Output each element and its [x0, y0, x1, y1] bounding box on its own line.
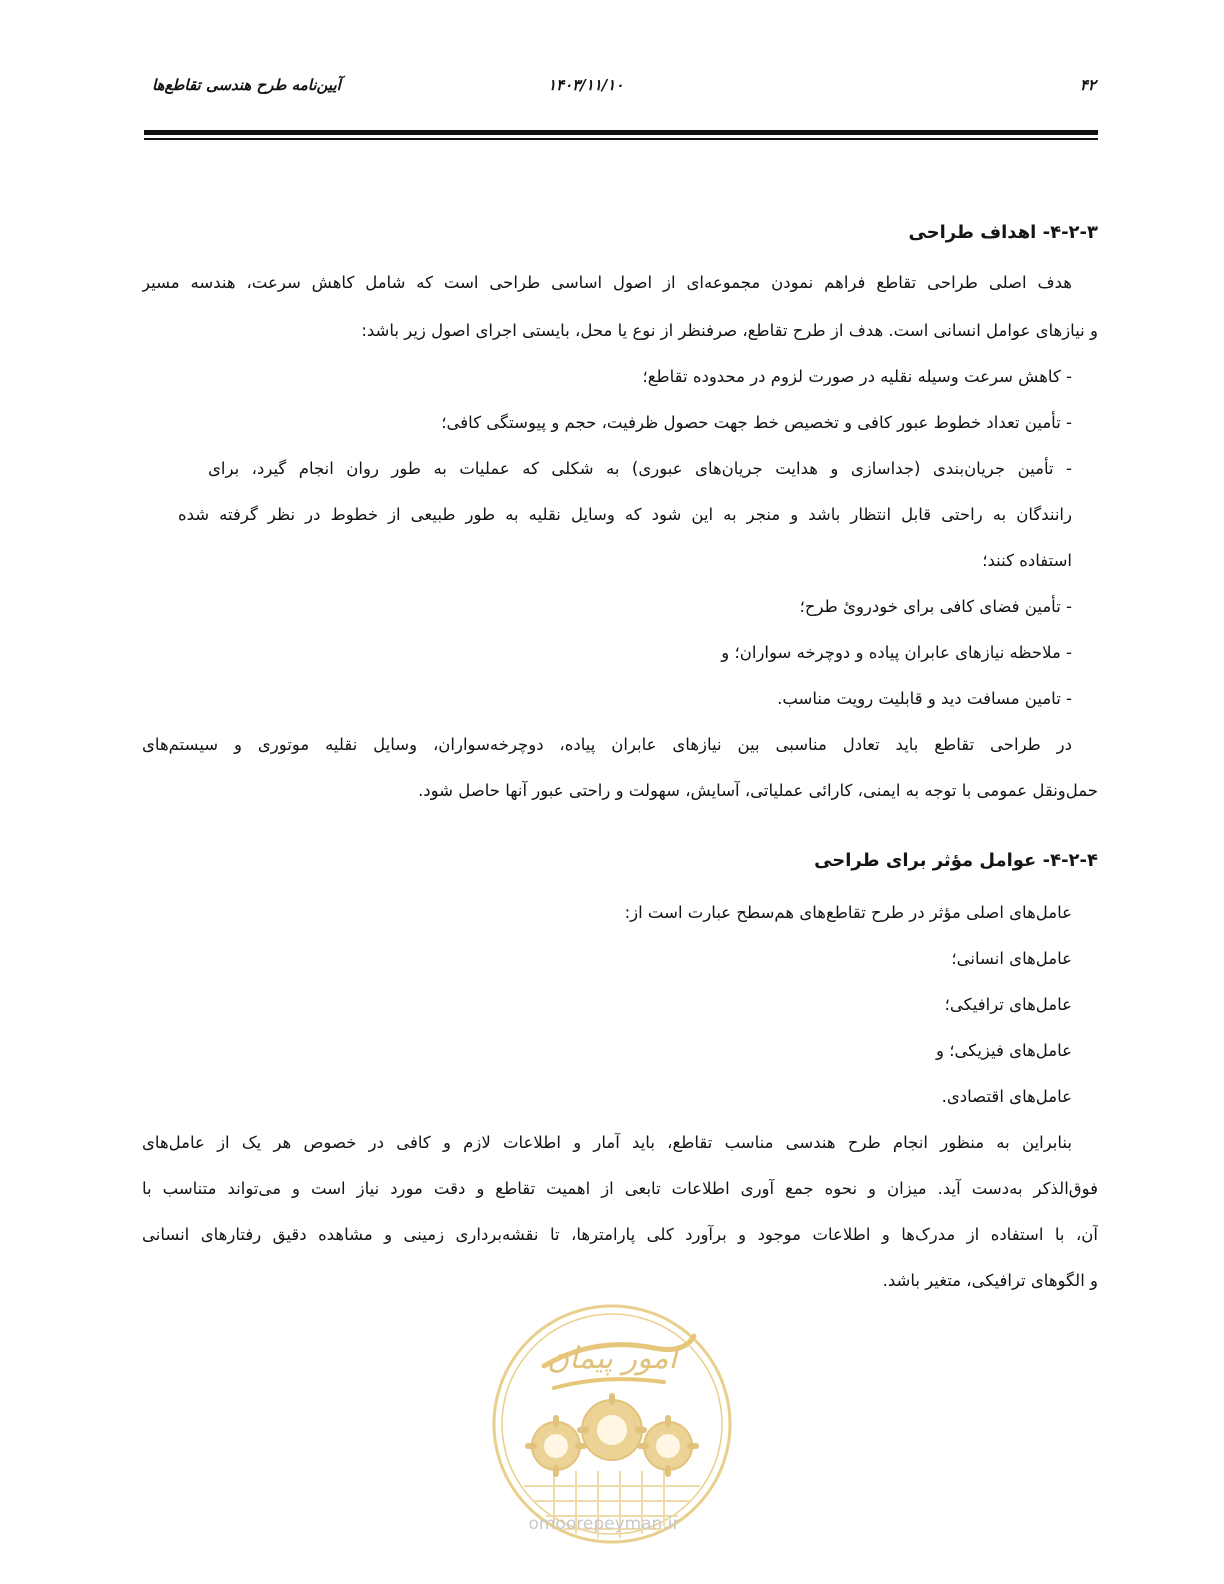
list-item: عامل‌های ترافیکی؛ — [944, 995, 1072, 1014]
paragraph-line: آن، با استفاده از مدرک‌ها و اطلاعات موجود و برآورد کلی پارامترها، تا نقشه‌برداری زمینی و مشاهده دقیق رفتارهای انسانی — [142, 1225, 1098, 1244]
list-item: - تأمین جریان‌بندی (جداسازی و هدایت جریان‌های عبوری) به شکلی که عملیات به طور روان انجام گیرد، برای — [208, 459, 1072, 478]
header-rule-thick — [144, 130, 1098, 135]
header-date: ۱۴۰۳/۱۱/۱۰ — [548, 76, 624, 94]
paragraph-line: بنابراین به منظور انجام طرح هندسی مناسب تقاطع، باید آمار و اطلاعات لازم و کافی در خصوص هر یک از عامل‌های — [142, 1133, 1072, 1152]
list-item-continuation: رانندگان به راحتی قابل انتظار باشد و منجر به این شود که وسایل نقلیه به طور طبیعی از خطوط در نظر گرفته شده — [178, 505, 1072, 524]
list-item: - تأمین فضای کافی برای خودروئ طرح؛ — [799, 597, 1072, 616]
list-item: عامل‌های اقتصادی. — [941, 1087, 1072, 1106]
list-item: - تأمین تعداد خطوط عبور کافی و تخصیص خط جهت حصول ظرفیت، حجم و پیوستگی کافی؛ — [441, 413, 1072, 432]
list-item: - کاهش سرعت وسیله نقلیه در صورت لزوم در محدوده تقاطع؛ — [642, 367, 1072, 386]
paragraph-line: و نیازهای عوامل انسانی است. هدف از طرح تقاطع، صرفنظر از نوع یا محل، بایستی اجرای اصول زیر باشد: — [361, 321, 1098, 340]
list-item-continuation: استفاده کنند؛ — [982, 551, 1072, 570]
list-item: عامل‌های فیزیکی؛ و — [936, 1041, 1072, 1060]
paragraph-line: و الگوهای ترافیکی، متغیر باشد. — [882, 1271, 1098, 1290]
watermark-seal-text: امور پیمان — [547, 1341, 677, 1376]
paragraph-line: فوق‌الذکر به‌دست آید. میزان و نحوه جمع آوری اطلاعات تابعی از اهمیت تقاطع و دقت مورد نیاز است و می‌تواند متناسب با — [142, 1179, 1098, 1198]
paragraph-line: عامل‌های اصلی مؤثر در طرح تقاطع‌های هم‌سطح عبارت است از: — [624, 903, 1072, 922]
page-number: ۴۲ — [1079, 76, 1096, 94]
list-item: - تامین مسافت دید و قابلیت رویت مناسب. — [777, 689, 1072, 708]
paragraph-line: در طراحی تقاطع باید تعادل مناسبی بین نیازهای عابران پیاده، دوچرخه‌سواران، وسایل نقلیه موتوری و سیستم‌های — [142, 735, 1072, 754]
paragraph-line: حمل‌ونقل عمومی با توجه به ایمنی، کارائی عملیاتی، آسایش، سهولت و راحتی عبور آنها حاصل شود. — [418, 781, 1098, 800]
section-heading-design-factors: ۴-۲-۴- عوامل مؤثر برای طراحی — [814, 850, 1098, 871]
watermark-site: omoorepeyman.ir — [528, 1514, 680, 1534]
header-rule-thin — [144, 138, 1098, 140]
section-heading-design-goals: ۴-۲-۳- اهداف طراحی — [908, 222, 1098, 243]
paragraph-line: هدف اصلی طراحی تقاطع فراهم نمودن مجموعه‌ای از اصول اساسی طراحی است که شامل کاهش سرعت، هندسه مسیر — [142, 273, 1072, 292]
list-item: عامل‌های انسانی؛ — [951, 949, 1072, 968]
list-item: - ملاحظه نیازهای عابران پیاده و دوچرخه سواران؛ و — [721, 643, 1072, 662]
header-title: آیین‌نامه طرح هندسی تقاطع‌ها — [152, 76, 341, 94]
